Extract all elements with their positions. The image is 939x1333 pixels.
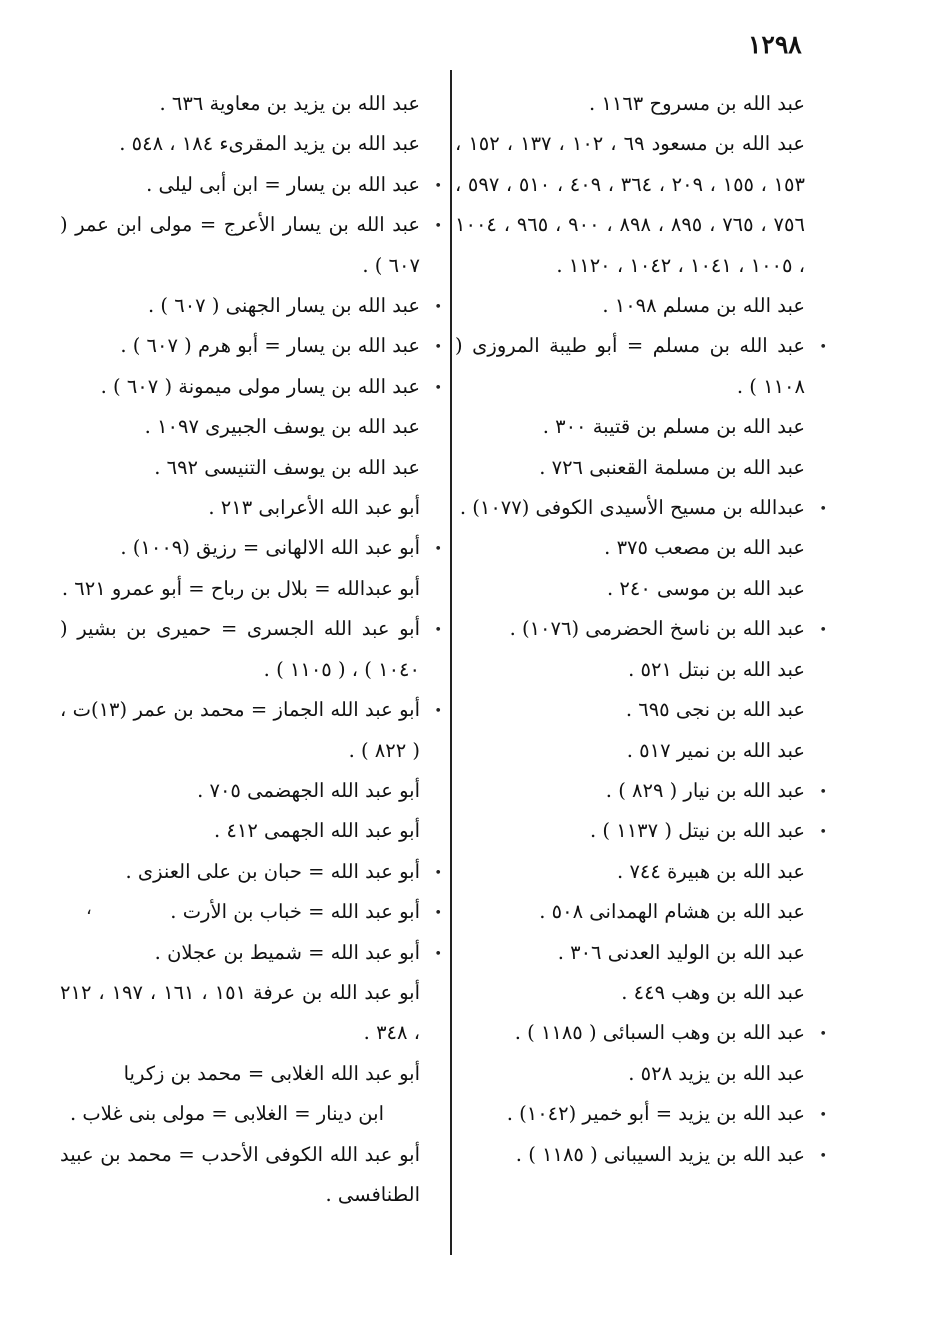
- page-number: ١٢٩٨: [748, 30, 802, 59]
- index-entry: أبو عبدالله = بلال بن رباح = أبو عمرو ٦٢١ .: [61, 576, 420, 600]
- index-entry: أبو عبد الله الجماز = محمد بن عمر (١٣)ت ، ( ٨٢٢ ) . •: [60, 690, 420, 771]
- index-entry: عبد الله بن هبيرة ٧٤٤ .: [617, 859, 805, 883]
- index-entry: عبد الله بن يزيد السيبانى ( ١١٨٥ ) . •: [455, 1135, 805, 1175]
- index-entry: عبد الله بن يوسف الجبيرى ١٠٩٧ .: [144, 415, 420, 439]
- index-entry: أبو عبد الله = حبان بن على العنزى . •: [60, 852, 420, 892]
- index-entry: عبدالله بن مسيح الأسيدى الكوفى (١٠٧٧) . •: [455, 488, 805, 528]
- index-entry: عبد الله بن نمير ٥١٧ .: [626, 738, 805, 762]
- index-entry: ابن دينار = الغلابى = مولى بنى غلاب .: [69, 1102, 384, 1126]
- index-column-left: [60, 84, 420, 1215]
- index-entry: عبد الله بن نيتل ( ١١٣٧ ) . •: [455, 811, 805, 851]
- index-entry: أبو عبد الله الكوفى الأحدب = محمد بن عبيد الطنافسى .: [60, 1142, 420, 1206]
- index-entry: عبد الله بن وهب ٤٤٩ .: [621, 980, 805, 1004]
- index-entry: عبد الله بن وهب السبائى ( ١١٨٥ ) . •: [455, 1013, 805, 1053]
- index-entry: عبد الله بن يسار مولى ميمونة ( ٦٠٧ ) . •: [60, 367, 420, 407]
- index-entry: أبو عبد الله الغلابى = محمد بن زكريا: [123, 1061, 420, 1085]
- index-entry: عبد الله بن يسار = ابن أبى ليلى . •: [60, 165, 420, 205]
- index-entry: عبد الله بن يسار = أبو هرم ( ٦٠٧ ) . •: [60, 326, 420, 366]
- index-entry: أبو عبد الله = خباب بن الأرت . •: [60, 892, 420, 932]
- index-entry: أبو عبد الله الأعرابى ٢١٣ .: [208, 496, 420, 520]
- index-entry: عبد الله بن موسى ٢٤٠ .: [606, 576, 805, 600]
- index-entry: عبد الله بن مسلم ١٠٩٨ .: [602, 294, 805, 318]
- index-entry: عبد الله بن مصعب ٣٧٥ .: [604, 536, 805, 560]
- index-entry: عبد الله بن مسروح ١١٦٣ .: [588, 92, 805, 115]
- index-entry: أبو عبد الله بن عرفة ١٥١ ، ١٦١ ، ١٩٧ ، ٢١٢ ، ٣٤٨ .: [60, 980, 420, 1045]
- index-entry: عبد الله بن يزيد = أبو خمير (١٠٤٢) . •: [455, 1094, 805, 1134]
- index-entry: عبد الله بن يسار الجهنى ( ٦٠٧ ) . •: [60, 286, 420, 326]
- index-entry: أبو عبد الله = شميط بن عجلان . •: [60, 933, 420, 973]
- index-entry: عبد الله بن يزيد ٥٢٨ .: [628, 1061, 805, 1085]
- index-entry: أبو عبد الله الجهضمى ٧٠٥ .: [197, 778, 420, 802]
- index-entry: عبد الله بن نيار ( ٨٢٩ ) . •: [455, 771, 805, 811]
- index-entry: عبد الله بن مسلم = أبو طيبة المروزى ( ١١٠٨ ) . •: [455, 326, 805, 407]
- index-entry: عبد الله بن نجى ٦٩٥ .: [625, 698, 805, 722]
- index-entry: عبد الله بن يسار الأعرج = مولى ابن عمر ( ٦٠٧ ) . •: [60, 205, 420, 286]
- index-entry: عبد الله بن نبتل ٥٢١ .: [628, 657, 805, 681]
- index-entry: عبد الله بن مسعود ٦٩ ، ١٠٢ ، ١٣٧ ، ١٥٢ ، ١٥٣ ، ١٥٥ ، ٢٠٩ ، ٣٦٤ ، ٤٠٩ ، ٥١٠ ، ٥٩٧ ، ٧٥٦ ، ٧٦٥ ، ٨٩٥ ، ٨٩٨ ، ٩٠٠ ، ٩٦٥ ، ١٠٠٤ ، ١٠٠٥ ، ١٠٤١ ، ١٠٤٢ ، ١١٢٠ .: [455, 132, 805, 277]
- index-entry: عبد الله بن يزيد بن معاوية ٦٣٦ .: [159, 92, 420, 115]
- index-entry: عبد الله بن مسلمة القعنبى ٧٢٦ .: [539, 455, 805, 479]
- index-entry: عبد الله بن الوليد العدنى ٣٠٦ .: [557, 940, 805, 964]
- index-entry: عبد الله بن يزيد المقرىء ١٨٤ ، ٥٤٨ .: [119, 132, 420, 156]
- index-column-right: [455, 84, 805, 1175]
- index-entry: عبد الله بن يوسف التنيسى ٦٩٢ .: [154, 455, 420, 479]
- index-entry: عبد الله بن مسلم بن قتيبة ٣٠٠ .: [542, 415, 805, 439]
- index-entry: عبد الله بن هشام الهمدانى ٥٠٨ .: [539, 900, 805, 924]
- index-entry: أبو عبد الله الجهمى ٤١٢ .: [213, 819, 420, 843]
- index-entry: أبو عبد الله الالهانى = رزيق (١٠٠٩) . •: [60, 528, 420, 568]
- index-entry: عبد الله بن ناسخ الحضرمى (١٠٧٦) . •: [455, 609, 805, 649]
- stray-mark: ،: [86, 898, 92, 919]
- column-divider: [450, 70, 452, 1255]
- index-entry: أبو عبد الله الجسرى = حميرى بن بشير ( ١٠٤٠ ) ، ( ١١٠٥ ) . •: [60, 609, 420, 690]
